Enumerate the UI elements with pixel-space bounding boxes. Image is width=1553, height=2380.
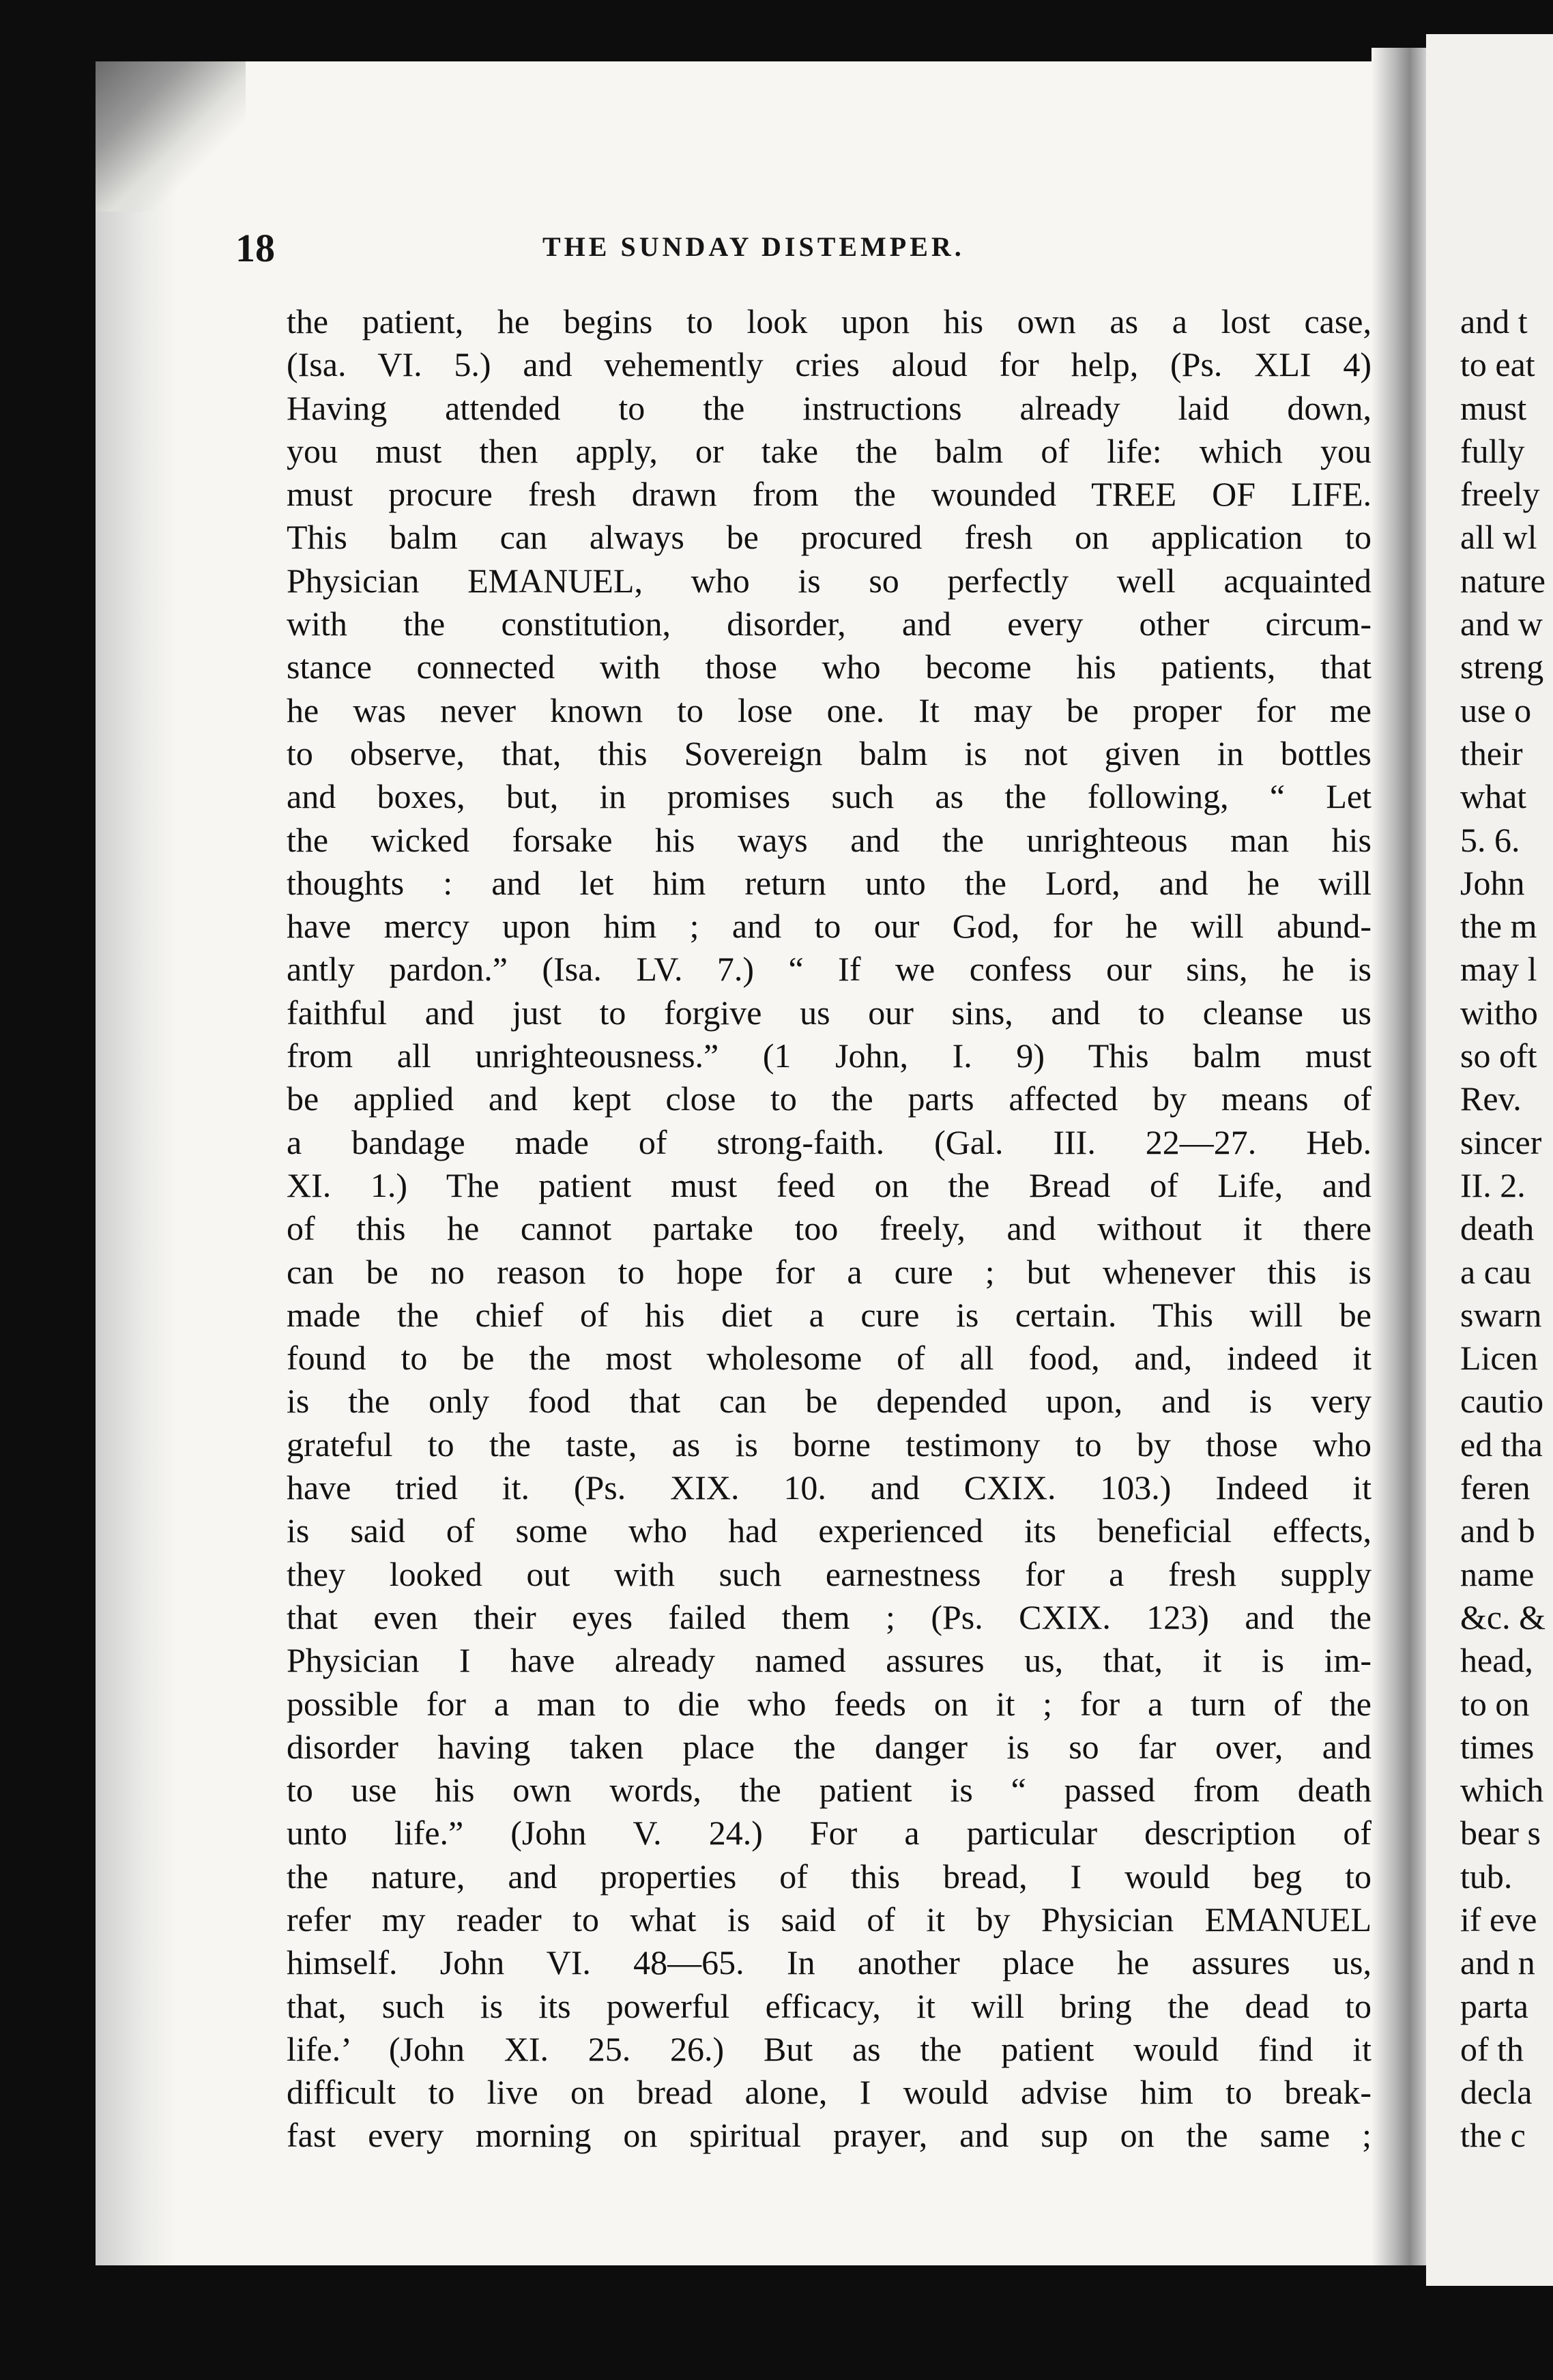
right-page-line: and w [1460, 605, 1543, 643]
body-text [287, 300, 1371, 2158]
book-gutter [1371, 48, 1426, 2265]
text-line: is said of some who had experienced its beneficial effects, [287, 1511, 1371, 1550]
right-page-line: tub. [1460, 1857, 1513, 1896]
text-line: to observe, that, this Sovereign balm is not given in bottles [287, 734, 1371, 772]
text-line: and boxes, but, in promises such as the following, “ Let [287, 777, 1371, 816]
text-line: that, such is its powerful efficacy, it will bring the dead to [287, 1986, 1371, 2025]
right-page-line: and t [1460, 302, 1528, 340]
right-page-line: II. 2. [1460, 1165, 1526, 1204]
right-page-line: feren [1460, 1468, 1530, 1507]
page-edge-shadow [96, 61, 177, 2265]
running-head [235, 225, 1368, 273]
text-line: the wicked forsake his ways and the unrighteous man his [287, 820, 1371, 859]
text-line: This balm can always be procured fresh on application to [287, 518, 1371, 557]
text-line: faithful and just to forgive us our sins, and to cleanse us [287, 993, 1371, 1032]
text-line: grateful to the taste, as is borne testimony to by those who [287, 1425, 1371, 1464]
right-page-line: name [1460, 1554, 1535, 1593]
text-line: to use his own words, the patient is “ passed from death [287, 1771, 1371, 1810]
right-page-line: decla [1460, 2073, 1533, 2112]
text-line: must procure fresh drawn from the wounded TREE OF LIFE. [287, 475, 1371, 514]
text-line: they looked out with such earnestness for a fresh supply [287, 1554, 1371, 1593]
right-page-line: parta [1460, 1986, 1528, 2025]
right-page-text [1460, 300, 1553, 2158]
text-line: be applied and kept close to the parts affected by means of [287, 1079, 1371, 1118]
right-page-line: if eve [1460, 1900, 1537, 1939]
right-page-line: nature [1460, 561, 1545, 600]
text-line: found to be the most wholesome of all food, and, indeed it [287, 1339, 1371, 1378]
right-page-line: and b [1460, 1511, 1535, 1550]
right-page-line: cautio [1460, 1382, 1544, 1421]
text-line: fast every morning on spiritual prayer, and sup on the same ; [287, 2116, 1371, 2155]
text-line: Physician I have already named assures us, that, it is im- [287, 1641, 1371, 1680]
text-line: he was never known to lose one. It may be proper for me [287, 691, 1371, 729]
right-page-line: to eat [1460, 345, 1535, 384]
text-line: of this he cannot partake too freely, and without it there [287, 1209, 1371, 1248]
text-line: from all unrighteousness.” (1 John, I. 9) This balm must [287, 1036, 1371, 1075]
right-page-line: streng [1460, 648, 1544, 686]
text-line: that even their eyes failed them ; (Ps. CXIX. 123) and the [287, 1597, 1371, 1636]
right-page-line: may l [1460, 950, 1537, 989]
right-page-line: &c. & [1460, 1597, 1545, 1636]
right-page-line: their [1460, 734, 1523, 772]
text-line: is the only food that can be depended upon, and is very [287, 1382, 1371, 1421]
right-page-line: of th [1460, 2029, 1524, 2068]
right-page-line: what [1460, 777, 1527, 816]
text-line: with the constitution, disorder, and every other circum- [287, 605, 1371, 643]
right-page-line: Licen [1460, 1339, 1538, 1378]
right-page-line: head, [1460, 1641, 1533, 1680]
right-page-line: freely [1460, 475, 1540, 514]
text-line: the patient, he begins to look upon his own as a lost case, [287, 302, 1371, 340]
text-line: (Isa. VI. 5.) and vehemently cries aloud for help, (Ps. XLI 4) [287, 345, 1371, 384]
text-line: you must then apply, or take the balm of life: which you [287, 431, 1371, 470]
right-page-line: witho [1460, 993, 1538, 1032]
text-line: possible for a man to die who feeds on it ; for a turn of the [287, 1684, 1371, 1723]
page-number: 18 [235, 226, 275, 270]
right-page-line: to on [1460, 1684, 1530, 1723]
right-page-line: the m [1460, 907, 1537, 946]
text-line: difficult to live on bread alone, I would advise him to break- [287, 2073, 1371, 2112]
right-page-line: ed tha [1460, 1425, 1543, 1464]
text-line: thoughts : and let him return unto the Lord, and he will [287, 863, 1371, 902]
right-page-line: so oft [1460, 1036, 1537, 1075]
right-page-line: John [1460, 863, 1525, 902]
text-line: himself. John VI. 48—65. In another place he assures us, [287, 1943, 1371, 1982]
right-page-line: fully [1460, 431, 1525, 470]
text-line: can be no reason to hope for a cure ; but whenever this is [287, 1252, 1371, 1291]
text-line: made the chief of his diet a cure is certain. This will be [287, 1295, 1371, 1334]
text-line: Physician EMANUEL, who is so perfectly well acquainted [287, 561, 1371, 600]
text-line: life.’ (John XI. 25. 26.) But as the patient would find it [287, 2029, 1371, 2068]
right-page-line: a cau [1460, 1252, 1532, 1291]
right-page-line: all wl [1460, 518, 1537, 557]
text-line: refer my reader to what is said of it by Physician EMANUEL [287, 1900, 1371, 1939]
text-line: the nature, and properties of this bread, I would beg to [287, 1857, 1371, 1896]
right-page-line: which [1460, 1771, 1544, 1810]
running-title: THE SUNDAY DISTEMPER. [542, 231, 965, 262]
text-line: have mercy upon him ; and to our God, for he will abund- [287, 907, 1371, 946]
right-page-line: times [1460, 1727, 1535, 1766]
right-page-line: must [1460, 388, 1527, 427]
text-line: a bandage made of strong-faith. (Gal. III. 22—27. Heb. [287, 1122, 1371, 1161]
text-line: stance connected with those who become his patients, that [287, 648, 1371, 686]
right-page-line: 5. 6. [1460, 820, 1520, 859]
right-page-line: the c [1460, 2116, 1526, 2155]
text-line: antly pardon.” (Isa. LV. 7.) “ If we confess our sins, he is [287, 950, 1371, 989]
text-line: have tried it. (Ps. XIX. 10. and CXIX. 103.) Indeed it [287, 1468, 1371, 1507]
text-line: Having attended to the instructions already laid down, [287, 388, 1371, 427]
right-page-line: swarn [1460, 1295, 1542, 1334]
right-page-line: Rev. [1460, 1079, 1522, 1118]
right-page-line: sincer [1460, 1122, 1542, 1161]
right-page-line: use o [1460, 691, 1532, 729]
right-page-line: death [1460, 1209, 1535, 1248]
text-line: disorder having taken place the danger is so far over, and [287, 1727, 1371, 1766]
right-page-line: and n [1460, 1943, 1535, 1982]
folded-corner [96, 61, 246, 212]
text-line: XI. 1.) The patient must feed on the Bread of Life, and [287, 1165, 1371, 1204]
right-page-line: bear s [1460, 1814, 1541, 1853]
text-line: unto life.” (John V. 24.) For a particular description of [287, 1814, 1371, 1853]
